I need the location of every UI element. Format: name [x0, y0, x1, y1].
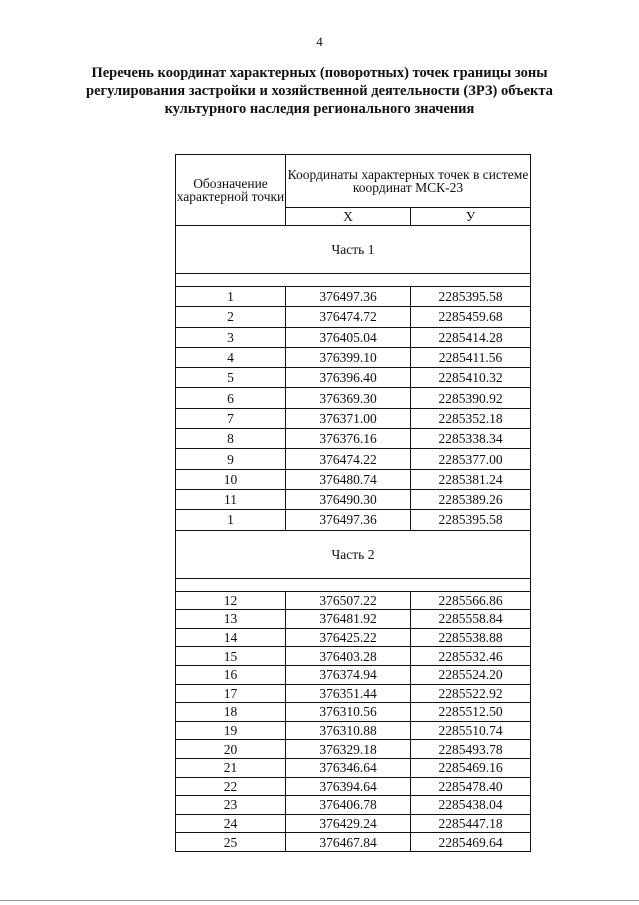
y-coordinate-cell: 2285512.50	[411, 703, 531, 722]
y-coordinate-cell: 2285414.28	[411, 327, 531, 347]
x-coordinate-cell: 376467.84	[286, 833, 411, 852]
table-row	[176, 287, 531, 307]
point-number-cell: 19	[176, 721, 286, 740]
table-row	[176, 721, 531, 740]
point-number-cell: 18	[176, 703, 286, 722]
point-number-cell: 10	[176, 469, 286, 489]
table-row	[176, 610, 531, 629]
title-line: регулирования застройки и хозяйственной деятельности (ЗРЗ) объекта	[86, 83, 553, 99]
y-coordinate-cell: 2285532.46	[411, 647, 531, 666]
x-coordinate-cell: 376497.36	[286, 287, 411, 307]
y-coordinate-cell: 2285469.64	[411, 833, 531, 852]
point-number-cell: 24	[176, 814, 286, 833]
table-row	[176, 469, 531, 489]
coordinates-table	[175, 154, 531, 852]
x-coordinate-cell: 376425.22	[286, 628, 411, 647]
point-number-cell: 1	[176, 510, 286, 530]
point-number-cell: 7	[176, 408, 286, 428]
x-coordinate-cell: 376369.30	[286, 388, 411, 408]
y-coordinate-cell: 2285381.24	[411, 469, 531, 489]
point-number-cell: 1	[176, 287, 286, 307]
point-number-cell: 5	[176, 368, 286, 388]
y-coordinate-cell: 2285395.58	[411, 510, 531, 530]
point-number-cell: 6	[176, 388, 286, 408]
y-coordinate-cell: 2285566.86	[411, 591, 531, 610]
table-row	[176, 777, 531, 796]
part-spacer	[176, 274, 531, 287]
x-coordinate-cell: 376497.36	[286, 510, 411, 530]
y-coordinate-cell: 2285538.88	[411, 628, 531, 647]
table-row	[176, 327, 531, 347]
x-coordinate-cell: 376507.22	[286, 591, 411, 610]
table-row	[176, 740, 531, 759]
title-line: Перечень координат характерных (поворотных) точек границы зоны	[91, 65, 548, 81]
table-row	[176, 833, 531, 852]
y-coordinate-cell: 2285395.58	[411, 287, 531, 307]
table-row	[176, 388, 531, 408]
table-row	[176, 510, 531, 530]
table-row	[176, 684, 531, 703]
y-coordinate-cell: 2285389.26	[411, 489, 531, 509]
table-row	[176, 307, 531, 327]
table-row	[176, 429, 531, 449]
part-label: Часть 1	[176, 226, 531, 274]
x-coordinate-cell: 376376.16	[286, 429, 411, 449]
x-coordinate-cell: 376310.56	[286, 703, 411, 722]
point-number-cell: 9	[176, 449, 286, 469]
table-row	[176, 591, 531, 610]
point-number-cell: 3	[176, 327, 286, 347]
y-coordinate-cell: 2285510.74	[411, 721, 531, 740]
x-coordinate-cell: 376351.44	[286, 684, 411, 703]
point-number-cell: 25	[176, 833, 286, 852]
x-coordinate-cell: 376481.92	[286, 610, 411, 629]
table-row	[176, 796, 531, 815]
point-number-cell: 11	[176, 489, 286, 509]
point-number-cell: 2	[176, 307, 286, 327]
point-number-cell: 20	[176, 740, 286, 759]
point-number-cell: 8	[176, 429, 286, 449]
point-number-cell: 17	[176, 684, 286, 703]
x-coordinate-cell: 376310.88	[286, 721, 411, 740]
page-number: 4	[316, 34, 323, 49]
y-coordinate-cell: 2285352.18	[411, 408, 531, 428]
y-coordinate-cell: 2285411.56	[411, 347, 531, 367]
x-coordinate-cell: 376490.30	[286, 489, 411, 509]
x-coordinate-cell: 376394.64	[286, 777, 411, 796]
y-coordinate-cell: 2285478.40	[411, 777, 531, 796]
table-row	[176, 665, 531, 684]
x-coordinate-cell: 376405.04	[286, 327, 411, 347]
point-number-cell: 22	[176, 777, 286, 796]
table-row	[176, 489, 531, 509]
y-coordinate-cell: 2285493.78	[411, 740, 531, 759]
x-coordinate-cell: 376474.22	[286, 449, 411, 469]
x-coordinate-cell: 376374.94	[286, 665, 411, 684]
point-number-cell: 14	[176, 628, 286, 647]
y-coordinate-cell: 2285377.00	[411, 449, 531, 469]
y-coordinate-cell: 2285459.68	[411, 307, 531, 327]
point-number-cell: 21	[176, 758, 286, 777]
y-coordinate-cell: 2285524.20	[411, 665, 531, 684]
point-number-cell: 13	[176, 610, 286, 629]
x-coordinate-cell: 376346.64	[286, 758, 411, 777]
table-row	[176, 449, 531, 469]
header-point-designation: Обозначение характерной точки	[176, 155, 286, 226]
point-number-cell: 12	[176, 591, 286, 610]
x-coordinate-cell: 376480.74	[286, 469, 411, 489]
part-spacer	[176, 578, 531, 591]
table-row	[176, 368, 531, 388]
title-line: культурного наследия регионального значения	[164, 101, 475, 117]
point-number-cell: 16	[176, 665, 286, 684]
y-coordinate-cell: 2285447.18	[411, 814, 531, 833]
table-row	[176, 347, 531, 367]
x-coordinate-cell: 376474.72	[286, 307, 411, 327]
x-coordinate-cell: 376403.28	[286, 647, 411, 666]
page-edge-line	[0, 900, 639, 901]
x-coordinate-cell: 376329.18	[286, 740, 411, 759]
header-coordinates: Координаты характерных точек в системе координат МСК-23	[286, 155, 531, 208]
header-x: Х	[286, 208, 411, 226]
x-coordinate-cell: 376429.24	[286, 814, 411, 833]
table-row	[176, 408, 531, 428]
y-coordinate-cell: 2285338.34	[411, 429, 531, 449]
table-row	[176, 758, 531, 777]
x-coordinate-cell: 376396.40	[286, 368, 411, 388]
point-number-cell: 23	[176, 796, 286, 815]
table-body	[176, 226, 531, 852]
x-coordinate-cell: 376399.10	[286, 347, 411, 367]
y-coordinate-cell: 2285390.92	[411, 388, 531, 408]
table-row	[176, 647, 531, 666]
document-title	[60, 64, 579, 118]
x-coordinate-cell: 376371.00	[286, 408, 411, 428]
part-label: Часть 2	[176, 530, 531, 578]
y-coordinate-cell: 2285469.16	[411, 758, 531, 777]
y-coordinate-cell: 2285522.92	[411, 684, 531, 703]
y-coordinate-cell: 2285410.32	[411, 368, 531, 388]
table-row	[176, 703, 531, 722]
table-row	[176, 628, 531, 647]
table-row	[176, 814, 531, 833]
y-coordinate-cell: 2285558.84	[411, 610, 531, 629]
x-coordinate-cell: 376406.78	[286, 796, 411, 815]
y-coordinate-cell: 2285438.04	[411, 796, 531, 815]
point-number-cell: 4	[176, 347, 286, 367]
point-number-cell: 15	[176, 647, 286, 666]
header-y: У	[411, 208, 531, 226]
